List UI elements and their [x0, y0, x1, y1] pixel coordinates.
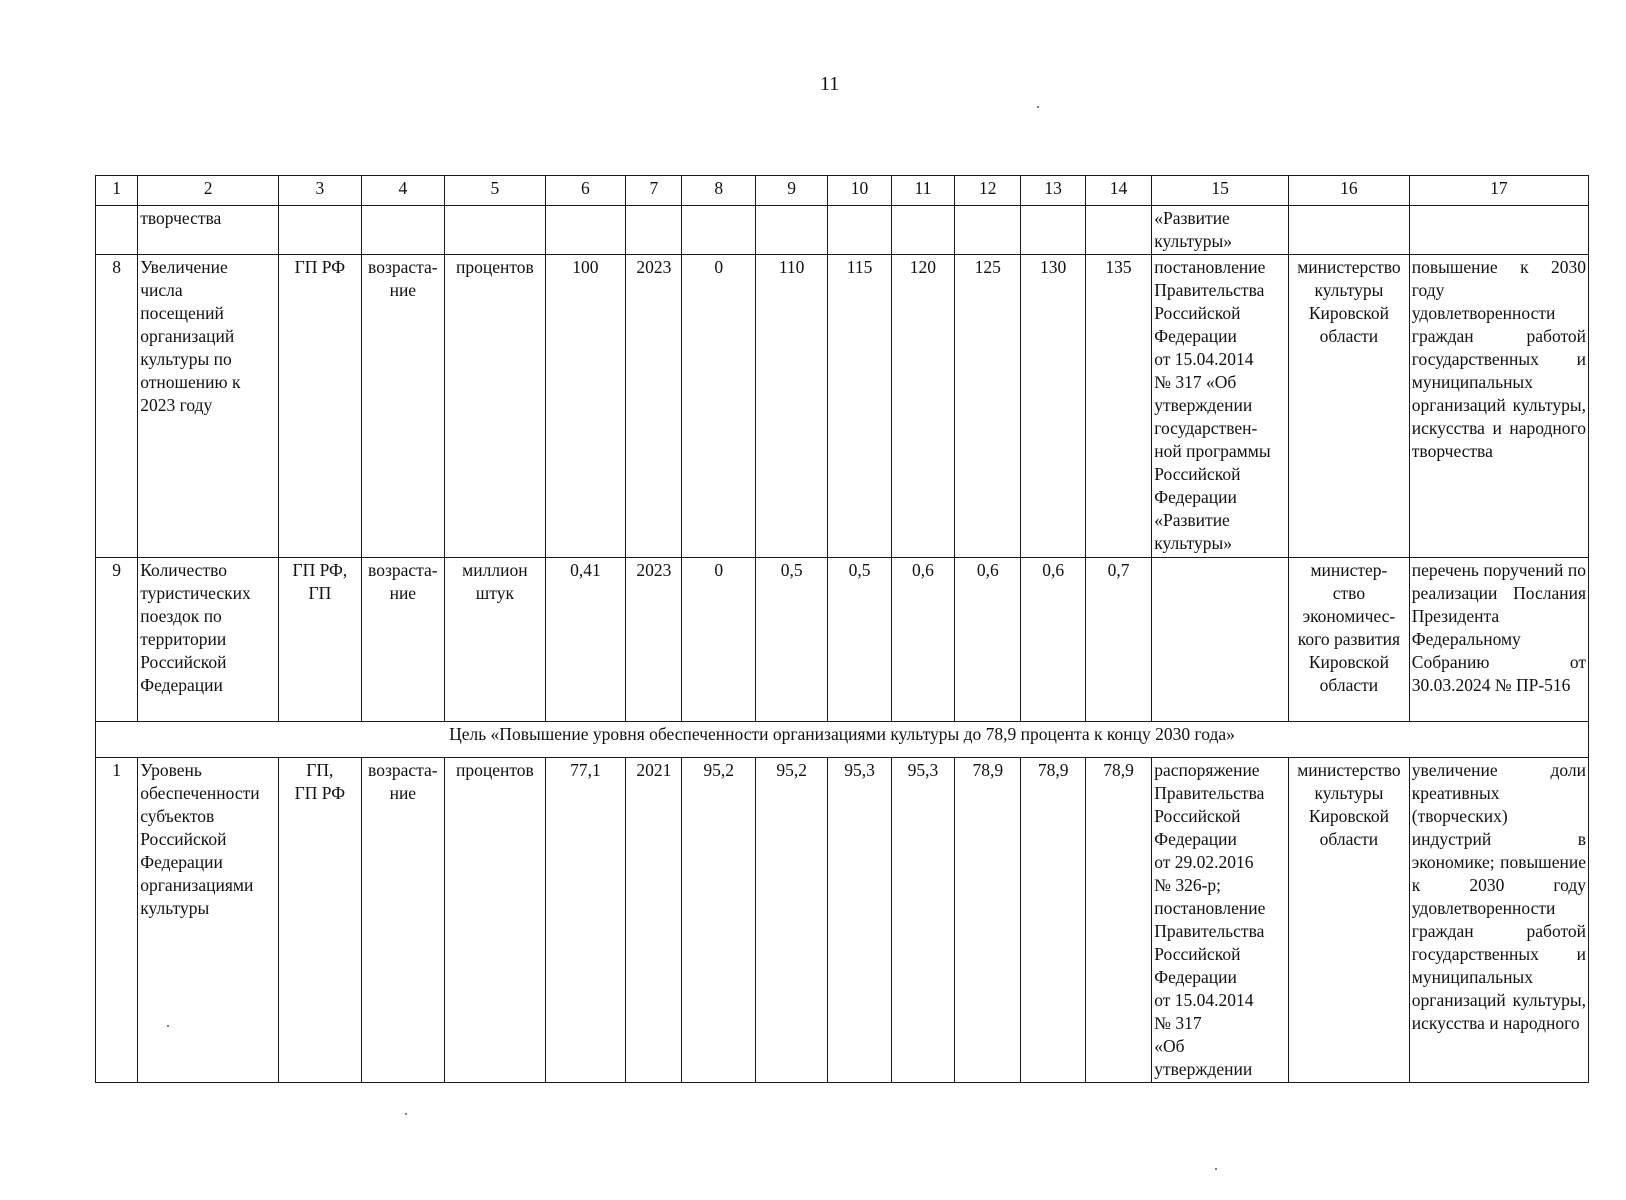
value-col-14: 78,9: [1085, 758, 1151, 1083]
cell: [755, 206, 827, 255]
value-col-14: 0,7: [1085, 558, 1151, 722]
cell: [279, 206, 361, 255]
document-continuation: «Развитие культуры»: [1152, 206, 1289, 255]
column-number: 6: [545, 176, 625, 206]
base-year: 2021: [626, 758, 682, 1083]
value-col-9: 110: [755, 255, 827, 558]
continuation-row: [96, 206, 1589, 255]
column-number: 11: [891, 176, 954, 206]
indicator-trend: возраста- ние: [361, 255, 445, 558]
table-row: [96, 558, 1589, 722]
indicators-table: [95, 175, 1589, 1083]
cell: [955, 206, 1021, 255]
value-col-12: 0,6: [955, 558, 1021, 722]
page-number: 11: [820, 73, 840, 95]
indicator-name: Количество туристических поездок по территории Российской Федерации: [138, 558, 279, 722]
value-col-8: 95,2: [682, 758, 755, 1083]
base-year: 2023: [626, 558, 682, 722]
goal-row: [96, 722, 1589, 758]
column-number: 3: [279, 176, 361, 206]
value-col-12: 125: [955, 255, 1021, 558]
value-col-11: 0,6: [891, 558, 954, 722]
base-year: 2023: [626, 255, 682, 558]
table-row: [96, 255, 1589, 558]
cell: [626, 206, 682, 255]
cell: [1085, 206, 1151, 255]
indicator-name: Увеличение числа посещений организаций культуры по отношению к 2023 году: [138, 255, 279, 558]
value-col-10: 0,5: [828, 558, 891, 722]
value-col-13: 130: [1021, 255, 1085, 558]
cell: [1289, 206, 1410, 255]
indicator-unit: процентов: [445, 255, 546, 558]
legal-document: постановление Правительства Российской Федерации от 15.04.2014 № 317 «Об утверждении государствен- ной программы Российской Федерации «Развитие культуры»: [1152, 255, 1289, 558]
row-number: 9: [96, 558, 138, 722]
column-number: 8: [682, 176, 755, 206]
value-col-13: 78,9: [1021, 758, 1085, 1083]
indicator-name: Уровень обеспеченности субъектов Российской Федерации организациями культуры: [138, 758, 279, 1083]
cell: [361, 206, 445, 255]
value-col-12: 78,9: [955, 758, 1021, 1083]
base-value: 0,41: [545, 558, 625, 722]
column-number: 2: [138, 176, 279, 206]
scan-speck: [1215, 1168, 1217, 1170]
column-number: 16: [1289, 176, 1410, 206]
cell: [1021, 206, 1085, 255]
column-number: 4: [361, 176, 445, 206]
base-value: 100: [545, 255, 625, 558]
indicator-level: ГП РФ, ГП: [279, 558, 361, 722]
column-number: 7: [626, 176, 682, 206]
link-to-goals: перечень поручений по реализации Послания Президента Федеральному Собранию от 30.03.2024 № ПР-516: [1409, 558, 1588, 722]
column-number: 15: [1152, 176, 1289, 206]
value-col-8: 0: [682, 558, 755, 722]
column-number: 13: [1021, 176, 1085, 206]
indicator-level: ГП, ГП РФ: [279, 758, 361, 1083]
cell: [682, 206, 755, 255]
indicator-unit: процентов: [445, 758, 546, 1083]
goal-title: Цель «Повышение уровня обеспеченности организациями культуры до 78,9 процента к концу 2030 года»: [96, 722, 1589, 758]
value-col-8: 0: [682, 255, 755, 558]
cell: [891, 206, 954, 255]
link-to-goals: повышение к 2030 году удовлетворенности граждан работой государственных и муниципальных организаций культуры, искусства и народного творчества: [1409, 255, 1588, 558]
legal-document: [1152, 558, 1289, 722]
scan-speck: [405, 1113, 407, 1115]
value-col-9: 95,2: [755, 758, 827, 1083]
row-number: 8: [96, 255, 138, 558]
value-col-10: 95,3: [828, 758, 891, 1083]
cell: [828, 206, 891, 255]
value-col-14: 135: [1085, 255, 1151, 558]
column-number: 10: [828, 176, 891, 206]
cell: [96, 206, 138, 255]
value-col-10: 115: [828, 255, 891, 558]
responsible-body: министерство культуры Кировской области: [1289, 758, 1410, 1083]
cell: [545, 206, 625, 255]
column-number: 17: [1409, 176, 1588, 206]
row-number: 1: [96, 758, 138, 1083]
column-number: 1: [96, 176, 138, 206]
indicator-level: ГП РФ: [279, 255, 361, 558]
responsible-body: министер- ство экономичес- кого развития Кировской области: [1289, 558, 1410, 722]
link-to-goals: увеличение доли креативных (творческих) индустрий в экономике; повышение к 2030 году удовлетворенности граждан работой государственных и муниципальных организаций культуры, искусства и народного: [1409, 758, 1588, 1083]
responsible-body: министерство культуры Кировской области: [1289, 255, 1410, 558]
value-col-9: 0,5: [755, 558, 827, 722]
column-number-row: [96, 176, 1589, 206]
column-number: 9: [755, 176, 827, 206]
scan-speck: [1037, 106, 1039, 108]
column-number: 14: [1085, 176, 1151, 206]
column-number: 12: [955, 176, 1021, 206]
indicator-name-continuation: творчества: [138, 206, 279, 255]
value-col-11: 120: [891, 255, 954, 558]
indicator-trend: возраста- ние: [361, 558, 445, 722]
cell: [445, 206, 546, 255]
table-row: [96, 758, 1589, 1083]
legal-document: распоряжение Правительства Российской Федерации от 29.02.2016 № 326-р; постановление Правительства Российской Федерации от 15.04.2014 № 317 «Об утверждении: [1152, 758, 1289, 1083]
column-number: 5: [445, 176, 546, 206]
indicator-trend: возраста- ние: [361, 758, 445, 1083]
indicator-unit: миллион штук: [445, 558, 546, 722]
base-value: 77,1: [545, 758, 625, 1083]
value-col-11: 95,3: [891, 758, 954, 1083]
value-col-13: 0,6: [1021, 558, 1085, 722]
cell: [1409, 206, 1588, 255]
